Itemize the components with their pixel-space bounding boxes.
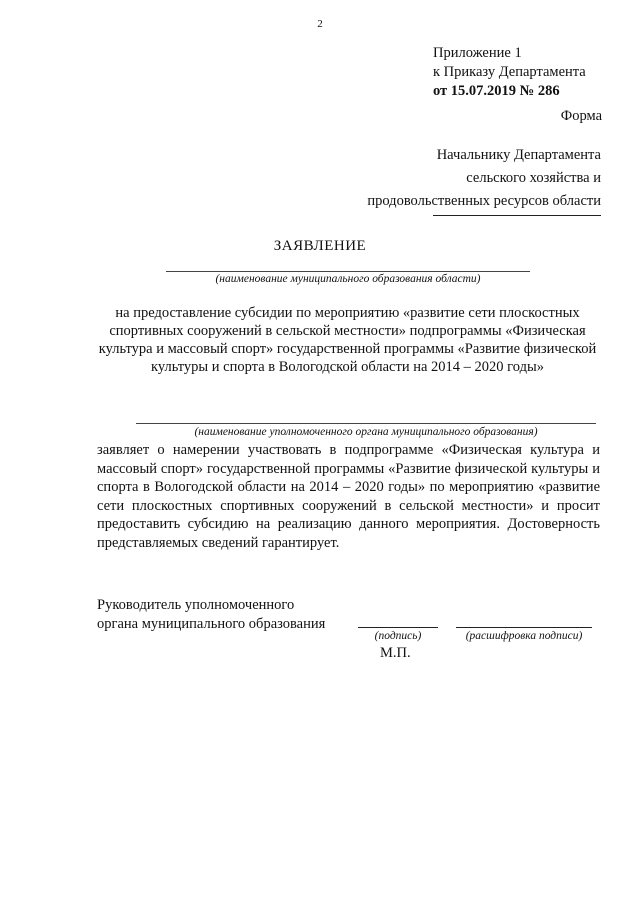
head-title-line-2: органа муниципального образования <box>97 616 326 632</box>
signature-decoding-caption: (расшифровка подписи) <box>465 630 583 642</box>
appendix-line-2: к Приказу Департамента <box>433 64 586 80</box>
signature-decoding-line <box>456 627 592 628</box>
appendix-block <box>433 44 586 101</box>
subsidy-paragraph: на предоставление субсидии по мероприятию «развитие сети плоскостных спортивных сооружений в сельской местности» подпрограммы «Физическая культура и массовый спорт» государственной программы «Развитие физической культуры и спорта в Вологодской области на 2014 – 2020 годы» <box>98 305 597 375</box>
authority-blank-line <box>136 423 596 424</box>
page-number: 2 <box>317 18 323 30</box>
appendix-line-1: Приложение 1 <box>433 45 522 61</box>
municipality-blank-line <box>166 271 530 272</box>
addressee-line-1: Начальнику Департамента <box>436 147 601 163</box>
authority-caption: (наименование уполномоченного органа муниципального образования) <box>194 426 538 438</box>
stamp-label: М.П. <box>380 645 411 661</box>
signature-caption: (подпись) <box>374 630 422 642</box>
addressee-line-2: сельского хозяйства и <box>466 170 601 186</box>
signature-line <box>358 627 438 628</box>
addressee-line-3: продовольственных ресурсов области <box>367 193 601 209</box>
form-label: Форма <box>560 108 602 124</box>
addressee-blank-line <box>433 215 601 216</box>
addressee-block <box>367 144 601 213</box>
head-title-line-1: Руководитель уполномоченного <box>97 597 295 613</box>
appendix-order-date: от 15.07.2019 № 286 <box>433 83 560 99</box>
head-title <box>97 596 325 634</box>
municipality-caption: (наименование муниципального образования области) <box>215 273 481 285</box>
document-title: ЗАЯВЛЕНИЕ <box>273 238 367 254</box>
statement-paragraph: заявляет о намерении участвовать в подпрограмме «Физическая культура и массовый спорт» государственной программы «Развитие физической культуры и спорта в Вологодской области на 2014 – 2020 годы» по мероприятию «развитие сети плоскостных спортивных сооружений в сельской местности» и просит предоставить субсидию на реализацию данного мероприятия. Достоверность представляемых сведений гарантирует. <box>97 442 600 551</box>
